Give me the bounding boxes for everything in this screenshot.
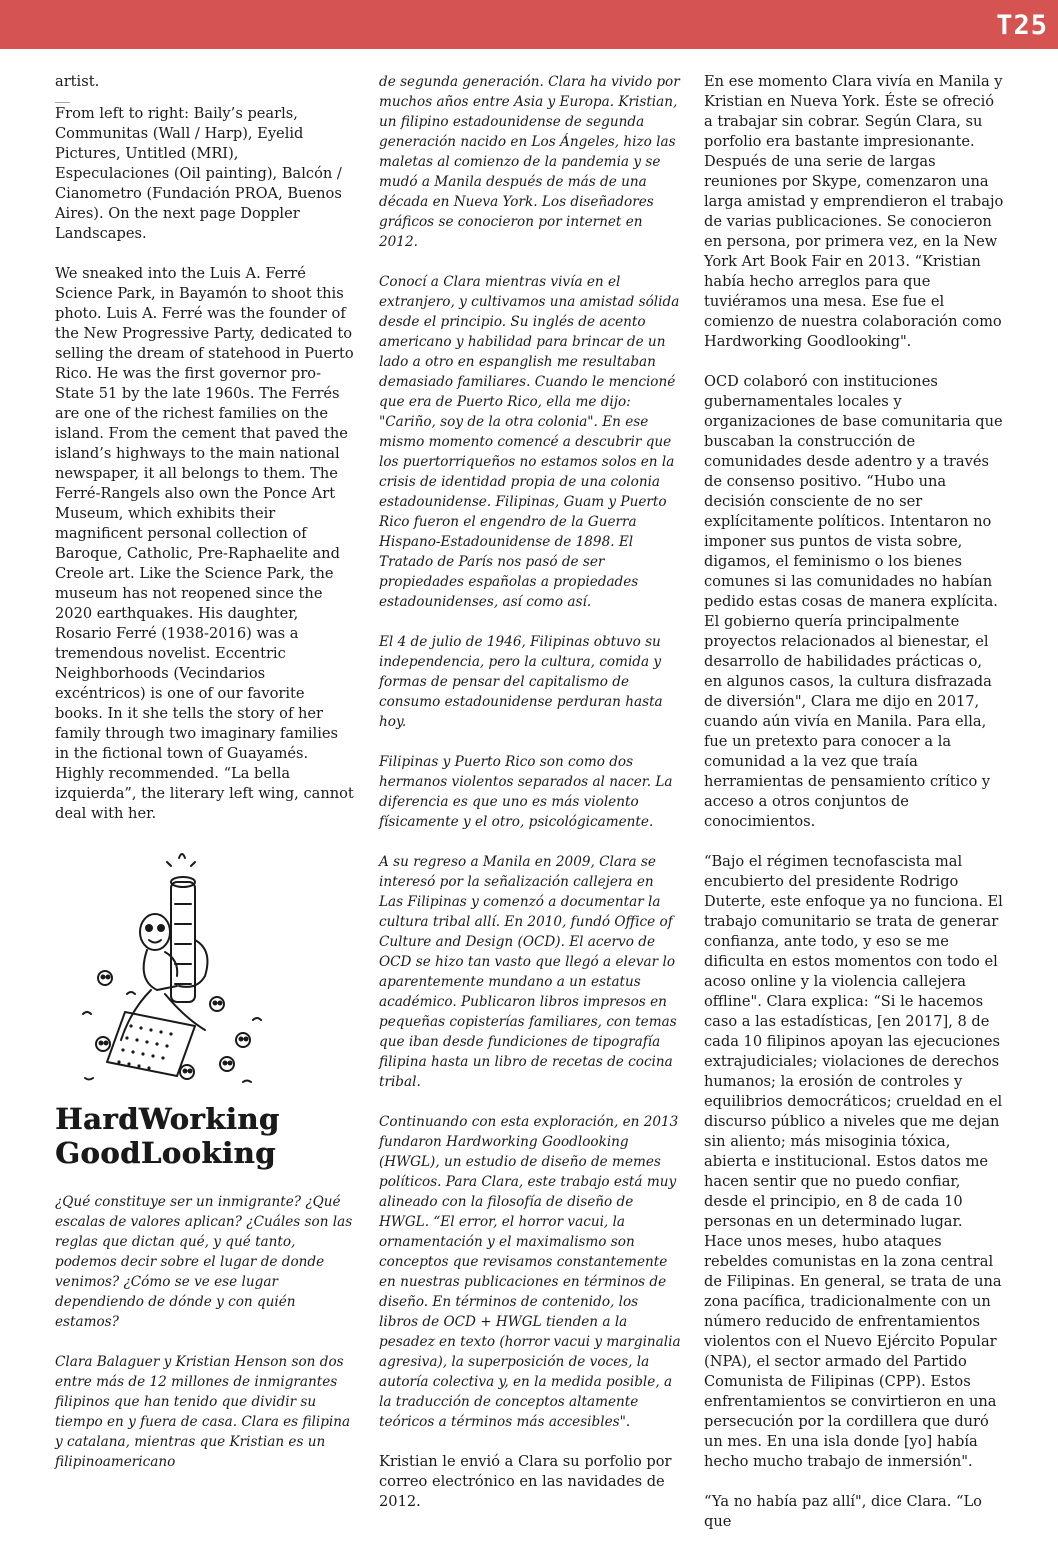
- header-bar: [0, 0, 1058, 49]
- italic-paragraph: de segunda generación. Clara ha vivido por muchos años entre Asia y Europa. Kristian, un filipino estadounidense de segunda generación nacido en Los Ángeles, hizo las maletas al comienzo de la pandemia y se mudó a Manila después de más de una década en Nueva York. Los diseñadores gráficos se conocieron por internet en 2012.: [379, 74, 680, 250]
- body-paragraph: Kristian le envió a Clara su porfolio por correo electrónico en las navidades de 2012.: [379, 1453, 672, 1510]
- body-paragraph: OCD colaboró con instituciones gubernamentales locales y organizaciones de base comunitaria que buscaban la construcción de comunidades desde adentro y a través de consenso positivo. “Hubo una decisión consciente de no ser explícitamente políticos. Intentaron no imponer sus puntos de vista sobre, digamos, el feminismo o los bienes comunes si las comunidades no habían pedido estas cosas de manera explícita. El gobierno quería principalmente proyectos relacionados al bienestar, el desarrollo de habilidades prácticas o, en algunos casos, la cultura disfrazada de diversión", Clara me dijo en 2017, cuando aún vivía en Manila. Para ella, fue un pretexto para conocer a la comunidad a la vez que traía herramientas de pensamiento crítico y acceso a otros conjuntos de conocimientos.: [704, 373, 1003, 830]
- italic-paragraph: Conocí a Clara mientras vivía en el extranjero, y cultivamos una amistad sólida desde el principio. Su inglés de acento americano y habilidad para brincar de un lado a otro en espanglish me resultaban demasiado familiares. Cuando le mencioné que era de Puerto Rico, ella me dijo: "Cariño, soy de la otra colonia". En ese mismo momento comencé a descubrir que los puertorriqueños no estamos solos en la crisis de identidad propia de una colonia estadounidense. Filipinas, Guam y Puerto Rico fueron el engendro de la Guerra Hispano-Estadounidense de 1898. El Tratado de París nos pasó de ser propiedades españolas a propiedades estadounidenses, así como así.: [379, 274, 680, 610]
- continued-text: artist.: [55, 73, 100, 90]
- body-paragraph: “Ya no había paz allí", dice Clara. “Lo que: [704, 1493, 982, 1530]
- section-heading: [55, 1102, 355, 1170]
- body-paragraph: “Bajo el régimen tecnofascista mal encubierto del presidente Rodrigo Duterte, este enfoque ya no funciona. El trabajo comunitario se trata de generar confianza, ante todo, y eso se me dificulta en estos momentos con todo el acoso online y la violencia callejera offline". Clara explica: “Si le hacemos caso a las estadísticas, [en 2017], 8 de cada 10 filipinos apoyan las ejecuciones extrajudiciales; violaciones de derechos humanos; la erosión de controles y equilibrios democráticos; crueldad en el discurso público a niveles que me dejan sin aliento; más misoginia tóxica, abierta e institucional. Estos datos me hacen sentir que no puedo confiar, desde el principio, en 8 de cada 10 personas en un determinado lugar. Hace unos meses, hubo ataques rebeldes comunistas en la zona central de Filipinas. En general, se trata de una zona pacífica, tradicionalmente con un número reducido de enfrentamientos violentos con el Nuevo Ejército Popular (NPA), el sector armado del Partido Comunista de Filipinas (CPP). Estos enfrentamientos se convirtieron en una persecución por la cordillera que duró un mes. En una isla donde [yo] había hecho mucho trabajo de inmersión".: [704, 853, 1003, 1470]
- column-left: [55, 72, 355, 1492]
- skeleton-embracing-scroll-illustration: [67, 844, 267, 1094]
- column-middle: [379, 72, 681, 1532]
- caption-divider: ___: [55, 92, 70, 103]
- intro-paragraph: ¿Qué constituye ser un inmigrante? ¿Qué escalas de valores aplican? ¿Cuáles son las reglas que dictan qué, y qué tanto, podemos decir sobre el lugar de donde venimos? ¿Cómo se ve ese lugar dependiendo de dónde y con quién estamos?: [55, 1194, 353, 1330]
- italic-paragraph: Continuando con esta exploración, en 2013 fundaron Hardworking Goodlooking (HWGL), un estudio de diseño de memes políticos. Para Clara, este trabajo está muy alineado con la filosofía de diseño de HWGL. “El error, el horror vacui, la ornamentación y el maximalismo son conceptos que revisamos constantemente en nuestras publicaciones en términos de diseño. En términos de contenido, los libros de OCD + HWGL tienden a la pesadez en texto (horror vacui y marginalia agresiva), la superposición de voces, la autoría colectiva y, en la medida posible, a la traducción de conceptos altamente teóricos a términos más accesibles".: [379, 1114, 681, 1430]
- body-paragraph: En ese momento Clara vivía en Manila y Kristian en Nueva York. Éste se ofreció a trabajar sin cobrar. Según Clara, su porfolio era bastante impresionante. Después de una serie de largas reuniones por Skype, comenzaron una larga amistad y emprendieron el trabajo de varias publicaciones. Se conocieron en persona, por primera vez, en la New York Art Book Fair en 2013. “Kristian había hecho arreglos para que tuviéramos una mesa. Ese fue el comienzo de nuestra colaboración como Hardworking Goodlooking".: [704, 73, 1004, 350]
- italic-paragraph: Filipinas y Puerto Rico son como dos hermanos violentos separados al nacer. La diferencia es que uno es más violento físicamente y el otro, psicológicamente.: [379, 754, 673, 830]
- column-right: [704, 72, 1004, 1552]
- heading-line-2: GoodLooking: [55, 1136, 276, 1170]
- heading-line-1: HardWorking: [55, 1102, 280, 1136]
- body-paragraph: We sneaked into the Luis A. Ferré Science Park, in Bayamón to shoot this photo. Luis A. Ferré was the founder of the New Progressive Party, dedicated to selling the dream of statehood in Puerto Rico. He was the first governor pro-State 51 by the late 1960s. The Ferrés are one of the richest families on the island. From the cement that paved the island’s highways to the main national newspaper, it all belongs to them. The Ferré-Rangels also own the Ponce Art Museum, which exhibits their magnificent personal collection of Baroque, Catholic, Pre-Raphaelite and Creole art. Like the Science Park, the museum has not reopened since the 2020 earthquakes. His daughter, Rosario Ferré (1938-2016) was a tremendous novelist. Eccentric Neighborhoods (Vecindarios excéntricos) is one of our favorite books. In it she tells the story of her family through two imaginary families in the fictional town of Guayamés. Highly recommended. “La bella izquierda”, the literary left wing, cannot deal with her.: [55, 265, 354, 822]
- photo-caption: From left to right: Baily’s pearls, Communitas (Wall / Harp), Eyelid Pictures, Untitled (MRI), Especulaciones (Oil painting), Balcón / Cianometro (Fundación PROA, Buenos Aires). On the next page Doppler Landscapes.: [55, 105, 342, 242]
- italic-paragraph: El 4 de julio de 1946, Filipinas obtuvo su independencia, pero la cultura, comida y formas de pensar del capitalismo de consumo estadounidense perduran hasta hoy.: [379, 634, 663, 730]
- page-number: T25: [996, 10, 1048, 41]
- intro-paragraph: Clara Balaguer y Kristian Henson son dos entre más de 12 millones de inmigrantes filipinos que han tenido que dividir su tiempo en y fuera de casa. Clara es filipina y catalana, mientras que Kristian es un filipinoamericano: [55, 1354, 351, 1470]
- italic-paragraph: A su regreso a Manila en 2009, Clara se interesó por la señalización callejera en Las Filipinas y comenzó a documentar la cultura tribal allí. En 2010, fundó Office of Culture and Design (OCD). El acervo de OCD se hizo tan vasto que llegó a elevar lo aparentemente mundano a un estatus académico. Publicaron libros impresos en pequeñas copisterías familiares, con temas que iban desde fundiciones de tipografía filipina hasta un libro de recetas de cocina tribal.: [379, 854, 677, 1090]
